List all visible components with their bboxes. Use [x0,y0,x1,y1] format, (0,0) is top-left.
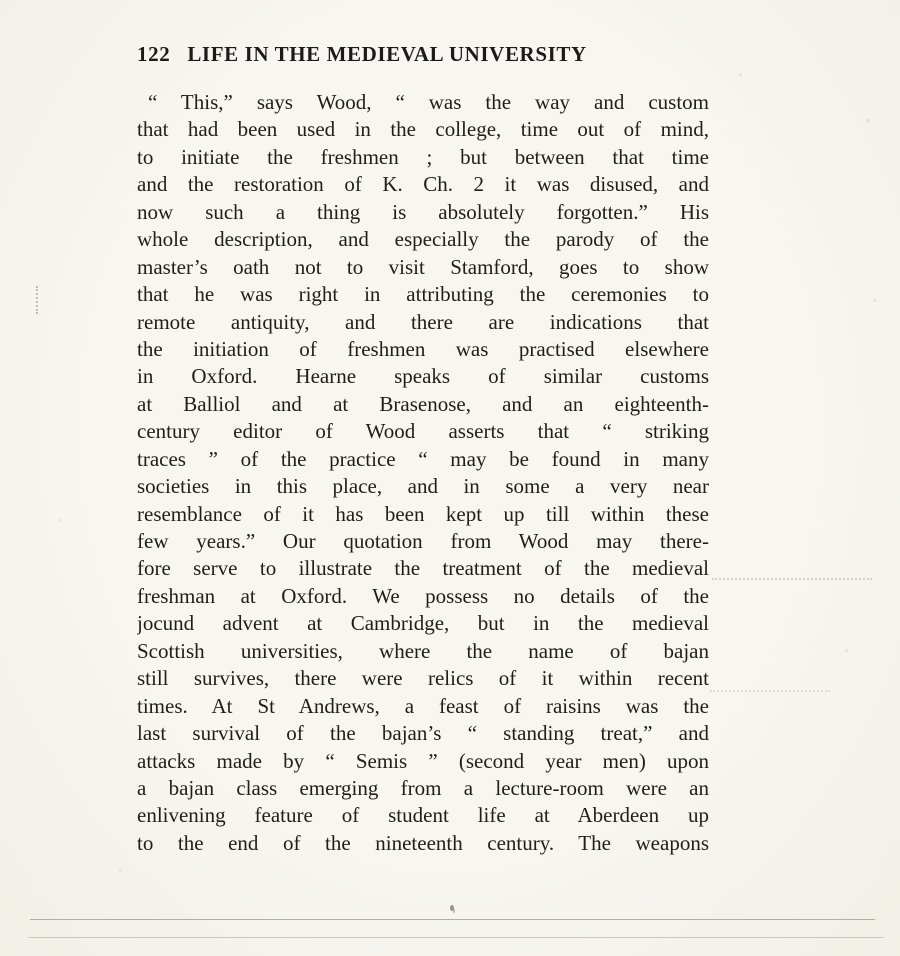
text-line: traces ” of the practice “ may be found in many [137,446,709,471]
text-line: and the restoration of K. Ch. 2 it was disused, and [137,172,709,197]
text-line: still survives, there were relics of it within recent [137,666,709,691]
scan-artifact-left-tick [36,286,38,314]
text-line: times. At St Andrews, a feast of raisins was the [137,693,709,718]
text-line: few years.” Our quotation from Wood may there- [137,529,709,553]
text-line: resemblance of it has been kept up till within these [137,501,709,526]
text-line: master’s oath not to visit Stamford, goes to show [137,254,709,279]
text-line: jocund advent at Cambridge, but in the medieval [137,611,709,636]
running-title: LIFE IN THE MEDIEVAL UNIVERSITY [187,42,587,66]
page-number: 122 [137,42,171,66]
scan-artifact-rule [30,919,875,920]
scan-artifact-dotted-trail [712,578,872,580]
text-line: in Oxford. Hearne speaks of similar customs [137,364,709,389]
text-line: that he was right in attributing the ceremonies to [137,282,709,307]
text-line: societies in this place, and in some a very near [137,474,709,499]
scan-artifact-speckles [0,0,1,1]
text-line: fore serve to illustrate the treatment of the medieval [137,556,709,581]
page-header [137,42,717,67]
text-line: century editor of Wood asserts that “ striking [137,419,709,444]
text-line: a bajan class emerging from a lecture-room were an [137,775,709,800]
text-line: whole description, and especially the parody of the [137,227,709,252]
text-line: last survival of the bajan’s “ standing treat,” and [137,721,709,746]
text-line: “ This,” says Wood, “ was the way and custom [148,90,709,114]
scan-artifact-signature-mark [450,905,454,911]
text-line: freshman at Oxford. We possess no details of the [137,583,709,608]
text-line: Scottish universities, where the name of bajan [137,638,709,663]
text-line: now such a thing is absolutely forgotten.” His [137,199,709,224]
scan-artifact-dotted-trail [710,690,830,692]
text-line: enlivening feature of student life at Aberdeen up [137,803,709,828]
text-line: that had been used in the college, time out of mind, [137,117,709,142]
text-line: at Balliol and at Brasenose, and an eighteenth- [137,391,709,416]
scan-artifact-rule [28,937,884,938]
text-line: the initiation of freshmen was practised elsewhere [137,336,709,361]
body-lines [137,89,709,857]
text-line: remote antiquity, and there are indications that [137,309,709,334]
text-line: attacks made by “ Semis ” (second year men) upon [137,748,709,773]
text-line: to initiate the freshmen ; but between that time [137,144,709,169]
text-line: to the end of the nineteenth century. The weapons [137,830,709,855]
